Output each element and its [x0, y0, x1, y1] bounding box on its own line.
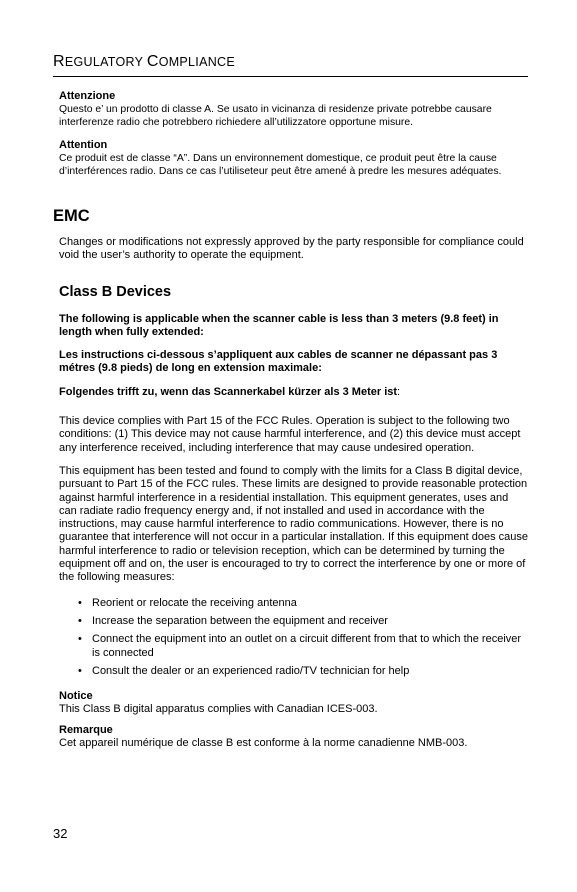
german-condition: [59, 386, 529, 399]
german-condition-colon: :: [397, 385, 401, 398]
list-item: [59, 633, 529, 660]
bullet-icon: •: [78, 614, 82, 627]
list-item-text: Connect the equipment into an outlet on a circuit different from that to which the receiver is connected: [92, 633, 522, 659]
notice-body: This Class B digital apparatus complies with Canadian ICES-003.: [59, 703, 378, 716]
french-condition: Les instructions ci-dessous s’appliquent aux cables de scanner ne dépassant pas 3 métres (9.8 pieds) de long en extension maximale:: [59, 349, 498, 375]
list-item: [59, 615, 529, 628]
title-initial-2: C: [146, 53, 159, 70]
list-item: [59, 597, 529, 610]
title-rest-2: OMPLIANCE: [158, 55, 236, 69]
measures-list: [59, 597, 529, 678]
canadian-notice-en: [59, 690, 529, 716]
list-item-text: Reorient or relocate the receiving antenna: [92, 596, 297, 609]
notice-title: Notice: [59, 690, 93, 703]
emc-section: [59, 236, 529, 757]
canadian-notice-fr: [59, 724, 529, 750]
remarque-body: Cet appareil numérique de classe B est conforme à la norme canadienne NMB-003.: [59, 737, 468, 750]
list-item-text: Consult the dealer or an experienced radio/TV technician for help: [92, 664, 410, 677]
title-initial-1: R: [53, 53, 65, 70]
french-notice-body: Ce produit est de classe “A”. Dans un environnement domestique, ce produit peut être la cause d’interférences radio. Dans ce cas l’utiliseteur peut être amené à predre les mesures adéquates.: [59, 153, 502, 177]
bullet-icon: •: [78, 596, 82, 609]
bullet-icon: •: [78, 664, 82, 677]
emc-heading: EMC: [53, 207, 90, 225]
emc-body: Changes or modifications not expressly approved by the party responsible for compliance could void the user’s authority to operate the equipment.: [59, 236, 524, 262]
italian-notice: [59, 90, 529, 129]
english-condition: The following is applicable when the scanner cable is less than 3 meters (9.8 feet) in length when fully extended:: [59, 312, 499, 338]
title-rest-1: EGULATORY: [64, 55, 147, 69]
french-notice-title: Attention: [59, 139, 108, 151]
page-title: [53, 52, 528, 72]
italian-notice-body: Questo e’ un prodotto di classe A. Se usato in vicinanza di residenze private potrebbe causare interferenze radio che potrebbero richiedere all’utilizzatore opportune misure.: [59, 104, 492, 128]
german-condition-text: Folgendes trifft zu, wenn das Scannerkabel kürzer als 3 Meter ist: [59, 385, 398, 398]
page-number: 32: [53, 826, 68, 841]
list-item-text: Increase the separation between the equipment and receiver: [92, 614, 388, 627]
italian-notice-title: Attenzione: [59, 90, 116, 102]
class-b-heading: Class B Devices: [59, 283, 172, 300]
fcc-paragraph-2: This equipment has been tested and found to comply with the limits for a Class B digital device, pursuant to Part 15 of the FCC rules. These limits are designed to provide reasonable protection against harmful interference in a residential installation. This equipment generates, uses and can radiate radio frequency energy and, if not installed and used in accordance with the instructions, may cause harmful interference to radio communications. However, there is no guarantee that interference will not occur in a particular installation. If this equipment does cause harmful interference to radio or television reception, which can be determined by turning the equipment off and on, the user is encouraged to try to correct the interference by one or more of the following measures:: [59, 464, 528, 584]
french-notice: [59, 139, 529, 178]
class-a-notices: [59, 90, 529, 188]
list-item: [59, 665, 529, 678]
bullet-icon: •: [78, 633, 82, 646]
page-header: [53, 52, 528, 77]
fcc-paragraph-1: This device complies with Part 15 of the FCC Rules. Operation is subject to the following two conditions: (1) This device may not cause harmful interference, and (2) this device must accept any interference received, including interference that may cause undesired operation.: [59, 415, 521, 454]
remarque-title: Remarque: [59, 724, 113, 737]
